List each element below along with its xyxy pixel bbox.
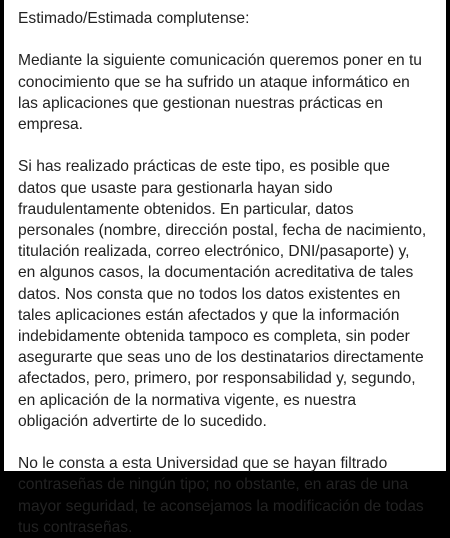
message-panel: [4, 0, 446, 536]
paragraph-line: datos que usaste para gestionarla hayan sido: [18, 179, 333, 197]
paragraph-line: indebidamente obtenida tampoco es completa, sin poder: [18, 328, 410, 346]
paragraph-line: fraudulentamente obtenidos. En particular, datos: [18, 200, 354, 218]
paragraph-intro: [18, 50, 443, 135]
message-greeting: Estimado/Estimada complutense:: [18, 10, 250, 27]
paragraph-line: afectados, pero, primero, por responsabilidad y, segundo,: [18, 370, 416, 388]
paragraph-line: en aplicación de la normativa vigente, es nuestra: [18, 391, 357, 409]
paragraph-line: Mediante la siguiente comunicación queremos poner en tu: [18, 52, 422, 70]
paragraph-line: titulación realizada, correo electrónico, DNI/pasaporte) y,: [18, 243, 410, 261]
paragraph-gap: [18, 29, 443, 50]
paragraph-line: en algunos casos, la documentación acreditativa de tales: [18, 264, 414, 282]
paragraph-line: obligación advertirte de lo sucedido.: [18, 412, 267, 430]
paragraph-line: contraseñas de ningún tipo; no obstante, en aras de una: [18, 476, 409, 494]
paragraph-line: empresa.: [18, 116, 84, 133]
paragraph-line: datos. Nos consta que no todos los datos existentes en: [18, 285, 401, 303]
paragraph-line: tales aplicaciones están afectados y que la información: [18, 306, 400, 324]
paragraph-line: mayor seguridad, te aconsejamos la modificación de todas: [18, 497, 424, 515]
paragraph-line: conocimiento que se ha sufrido un ataque informático en: [18, 73, 410, 91]
paragraph-line: asegurarte que seas uno de los destinatarios directamente: [18, 349, 424, 367]
paragraph-details: [18, 156, 443, 432]
paragraph-gap: [18, 432, 443, 453]
paragraph-gap: [18, 135, 443, 156]
paragraph-line: No le consta a esta Universidad que se hayan filtrado: [18, 455, 388, 473]
paragraph-line: personales (nombre, dirección postal, fecha de nacimiento,: [18, 222, 427, 239]
paragraph-line: las aplicaciones que gestionan nuestras prácticas en: [18, 94, 383, 112]
paragraph-passwords: [18, 453, 443, 538]
message-body: [18, 8, 443, 538]
paragraph-line: Si has realizado prácticas de este tipo, es posible que: [18, 158, 390, 176]
paragraph-line: tus contraseñas.: [18, 518, 133, 536]
